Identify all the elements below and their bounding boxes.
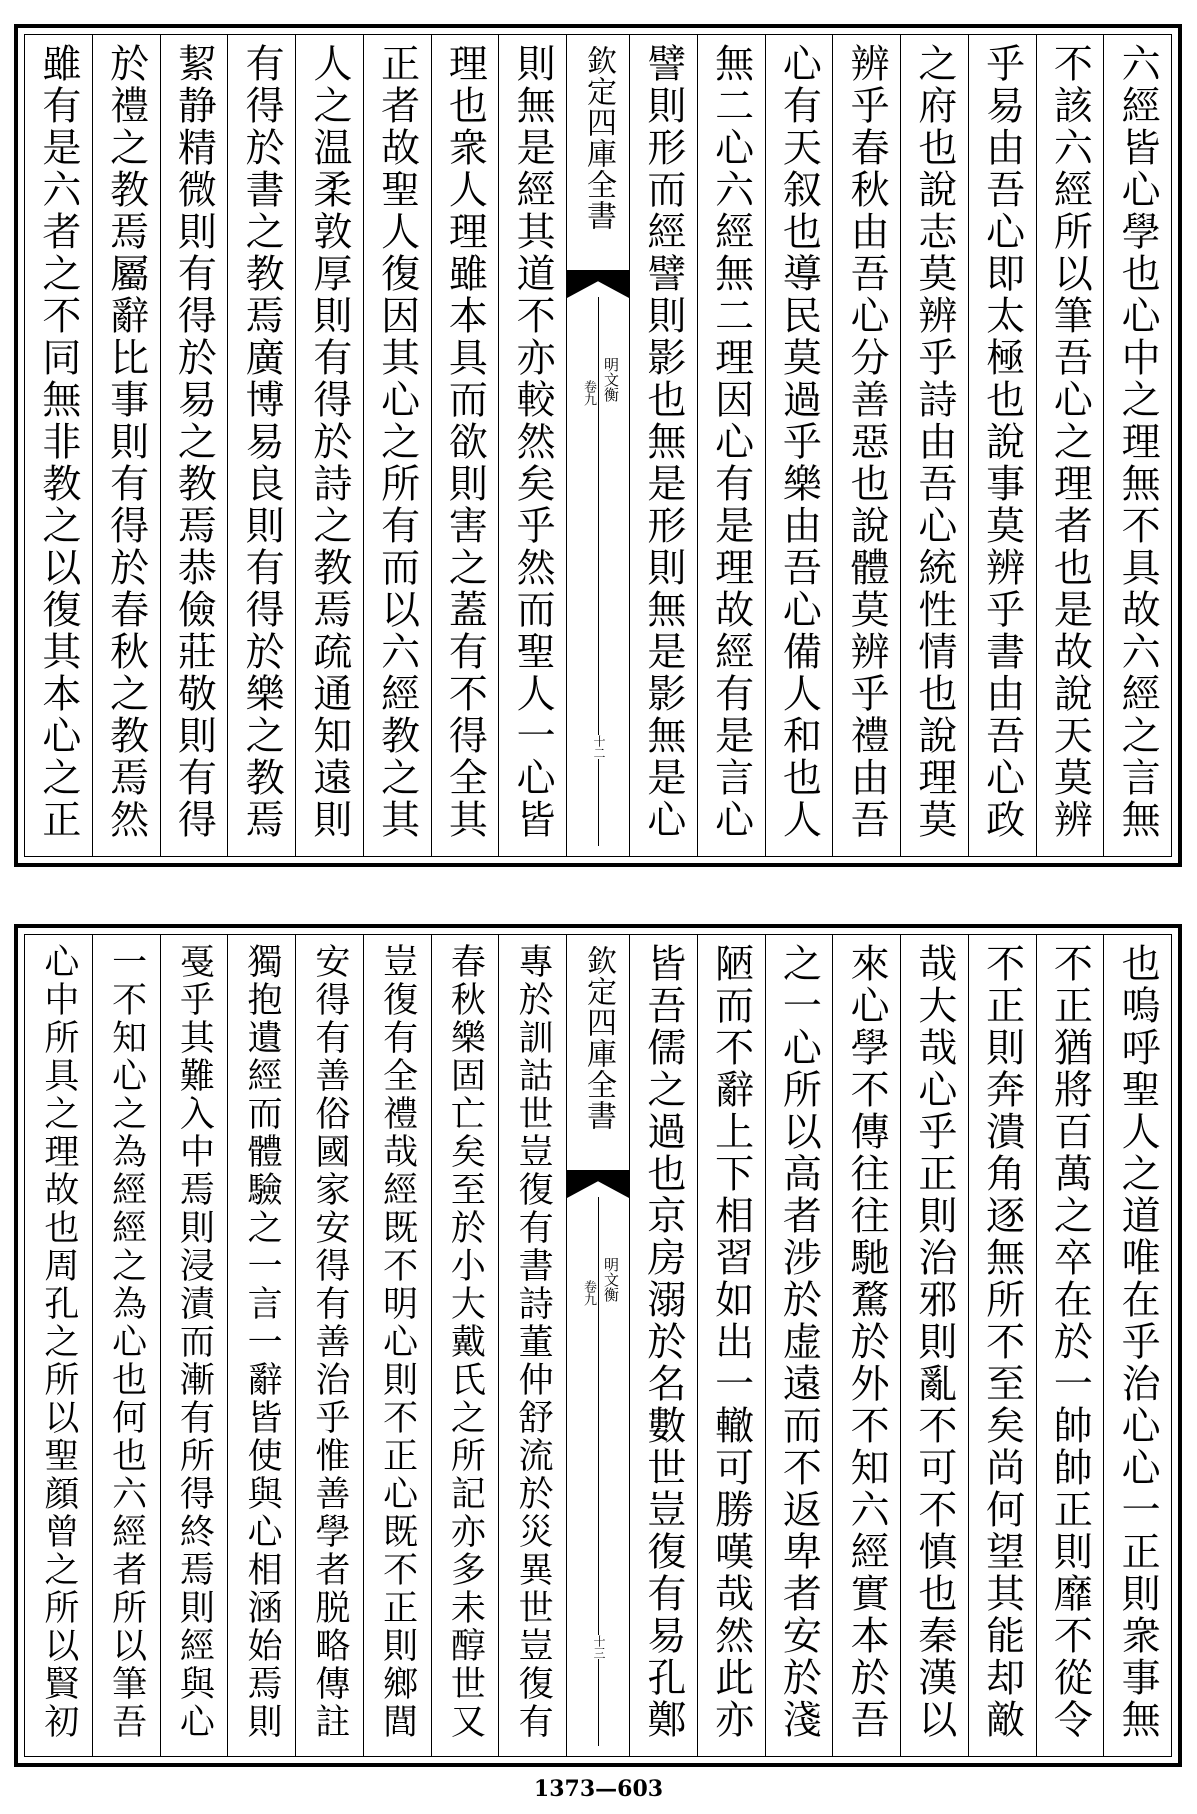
top-text-columns: [25, 35, 1171, 856]
text-column: 專於訓詁世豈復有書詩董仲舒流於災異世豈復有: [498, 935, 566, 1756]
text-column: 之一心所以高者涉於虚遠而不返卑者安於淺: [765, 935, 833, 1756]
center-rule: [598, 1197, 599, 1746]
center-margin: [566, 35, 629, 856]
text-column: 於禮之教焉屬辭比事則有得於春秋之教焉然: [92, 35, 160, 856]
text-column: 不正猶將百萬之卒在於一帥帥正則靡不從令: [1036, 935, 1104, 1756]
fishtail-mark: [567, 270, 629, 298]
center-rule: [598, 297, 599, 846]
text-column: 六經皆心學也心中之理無不具故六經之言無: [1103, 35, 1171, 856]
text-column: 不正則奔潰角逐無所不至矣尚何望其能却敵: [968, 935, 1036, 1756]
bottom-page-frame: [24, 934, 1172, 1757]
text-column: 有得於書之教焉廣博易良則有得於樂之教焉: [227, 35, 295, 856]
text-column: 一不知心之為經經之為心也何也六經者所以筆吾: [92, 935, 160, 1756]
text-column: 理也衆人理雖本具而欲則害之蓋有不得全其: [431, 35, 499, 856]
leaf-number: 十二: [592, 735, 606, 759]
text-column: 乎易由吾心即太極也說事莫辨乎書由吾心政: [968, 35, 1036, 856]
text-column: 人之温柔敦厚則有得於詩之教焉疏通知遠則: [295, 35, 363, 856]
text-column: 絜静精微則有得於易之教焉恭儉莊敬則有得: [160, 35, 228, 856]
page-number: 1373—603: [533, 1776, 664, 1802]
top-page: [14, 24, 1182, 867]
text-column: 不該六經所以筆吾心之理者也是故說天莫辨: [1036, 35, 1104, 856]
volume-label: 卷九: [581, 380, 596, 406]
library-title: 欽定四庫全書: [581, 945, 616, 1131]
text-column: 譬則形而經譬則影也無是形則無是影無是心: [629, 35, 697, 856]
text-column: 無二心六經無二理因心有是理故經有是言心: [697, 35, 765, 856]
bottom-text-columns: [25, 935, 1171, 1756]
top-page-frame: [24, 34, 1172, 857]
text-column: 來心學不傳往往馳騖於外不知六經實本於吾: [832, 935, 900, 1756]
text-column: 獨抱遺經而體驗之一言一辭皆使與心相涵始焉則: [227, 935, 295, 1756]
work-title: 明文衡: [602, 357, 620, 402]
text-column: 也嗚呼聖人之道唯在乎治心心一正則衆事無: [1103, 935, 1171, 1756]
leaf-number: 十三: [592, 1635, 606, 1659]
text-column: 辨乎春秋由吾心分善惡也說體莫辨乎禮由吾: [832, 35, 900, 856]
volume-label: 卷九: [581, 1280, 596, 1306]
text-column: 哉大哉心乎正則治邪則亂不可不慎也秦漢以: [900, 935, 968, 1756]
bottom-page: [14, 924, 1182, 1767]
text-column: 雖有是六者之不同無非教之以復其本心之正: [35, 43, 81, 841]
text-column: 正者故聖人復因其心之所有而以六經教之其: [363, 35, 431, 856]
library-title: 欽定四庫全書: [581, 45, 616, 231]
center-margin: [566, 935, 629, 1756]
fishtail-mark: [567, 1170, 629, 1198]
text-column: 春秋樂固亡矣至於小大戴氏之所記亦多未醇世又: [431, 935, 499, 1756]
text-column: 戞乎其難入中焉則浸漬而漸有所得終焉則經與心: [160, 935, 228, 1756]
text-column: 皆吾儒之過也京房溺於名數世豈復有易孔鄭: [629, 935, 697, 1756]
work-title: 明文衡: [602, 1257, 620, 1302]
text-column: 心中所具之理故也周孔之所以聖顔曾之所以賢初: [38, 943, 79, 1741]
text-column: 之府也說志莫辨乎詩由吾心統性情也說理莫: [900, 35, 968, 856]
text-column: 心有天叙也導民莫過乎樂由吾心備人和也人: [765, 35, 833, 856]
text-column: 陋而不辭上下相習如出一轍可勝嘆哉然此亦: [697, 935, 765, 1756]
text-column: 豈復有全禮哉經既不明心則不正心既不正則鄉閭: [363, 935, 431, 1756]
text-column: 則無是經其道不亦較然矣乎然而聖人一心皆: [498, 35, 566, 856]
text-column: 安得有善俗國家安得有善治乎惟善學者脱略傳註: [295, 935, 363, 1756]
